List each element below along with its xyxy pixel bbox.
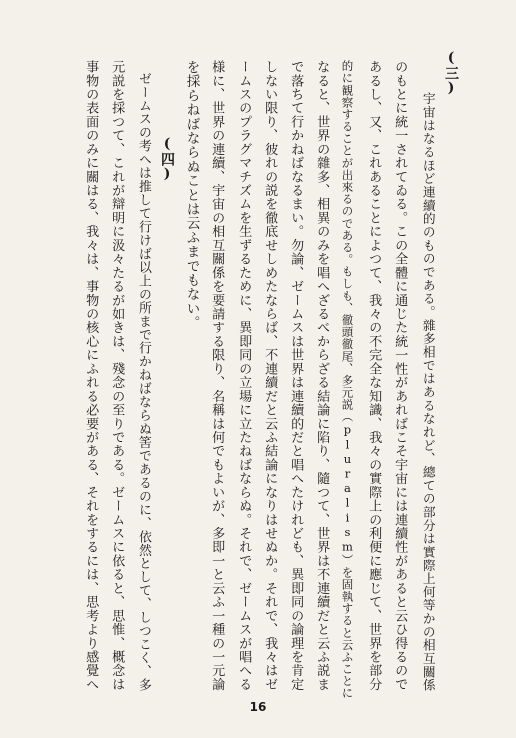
text-column-4: 的に観察することが出來るのである。もしも、徹頭徹尾、多元説（pluralism）を固執すると云ふことに <box>340 60 355 700</box>
text-column-11: ゼームスの考へは推して行けば以上の所まで行かねばならぬ筈であるのに、依然として、しつこく、多 <box>135 72 151 692</box>
text-column-1: 宇宙はなるほど連續的のものである。雜多相ではあるなれど、總ての部分は實際上何等かの相互關係 <box>419 92 435 692</box>
text-column-13: 事物の表面のみに關はる、我々は、事物の核心にふれる必要がある、それをするには、思考より感覺へ <box>83 60 99 692</box>
text-column-12: 元説を採つて、これが辯明に汲々たるが如きは、殘念の至りである。ゼームスに依ると、思惟、概念は <box>109 60 125 692</box>
text-column-10: を採らねばならぬことは云ふまでもない。 <box>183 60 200 330</box>
text-column-5: なると、世界の雜多、相異のみを唱へざるべからざる結論に陷り、隨つて、世界は不連續だと云ふ説ま <box>314 60 330 692</box>
page-number: 16 <box>249 700 267 714</box>
text-column-7: しない限り、彼れの説を徹底せしめたならば、不連續だと云ふ結論になりはせぬか。それで、我々はゼ <box>262 60 278 692</box>
text-column-8: ームスのプラグマチズムを生ずるために、異即同の立場に立たねばならぬ。それで、ゼームスが唱へる <box>236 60 252 692</box>
text-column-9: 様に、世界の連續、宇宙の相互關係を要請する限り、名稱は何でもよいが、多即一と云ふ一種の一元論 <box>209 60 225 692</box>
section-heading-3: (三) <box>443 50 459 96</box>
text-column-2: のもとに統一されてゐる。この全體に通じた統一性があればこそ宇宙には連續性があると云ひ得るので <box>392 60 408 692</box>
text-column-3: あるし、又、これあることによつて、我々の不完全な知識、我々の實際上の利便に應じて、世界を部分 <box>366 60 382 692</box>
section-heading-4: (四) <box>159 136 175 182</box>
text-column-6: で落ちて行かねばなるまい。勿論、ゼームスは世界は連續的だと唱へたけれども、異即同の論理を肯定 <box>288 60 304 692</box>
